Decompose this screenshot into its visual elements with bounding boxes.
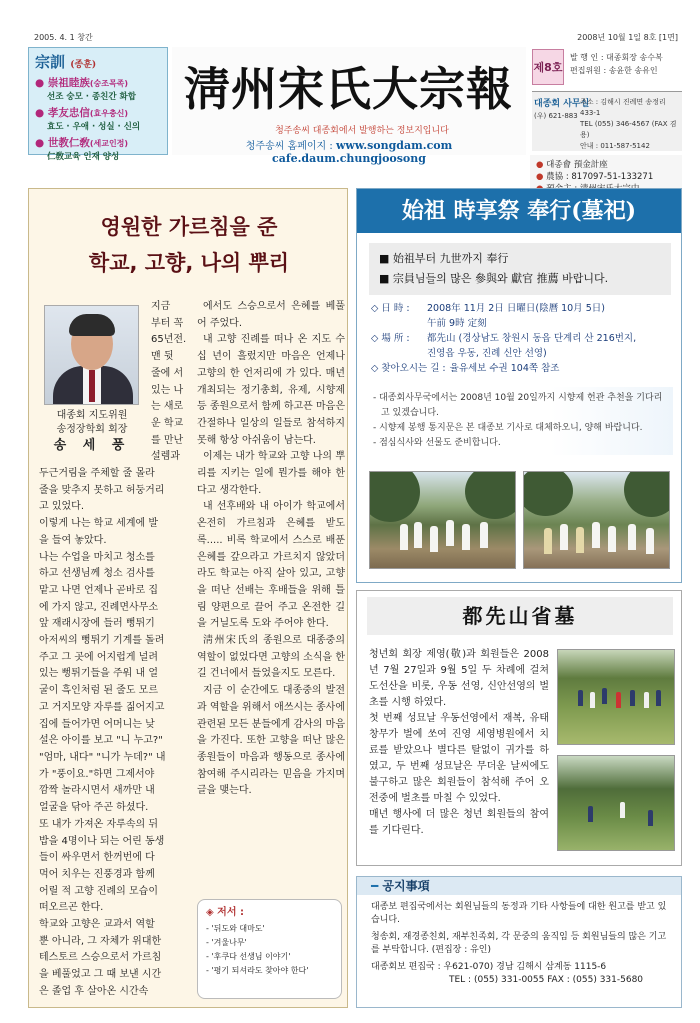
feature-article <box>28 188 348 1008</box>
article-column-2: 에서도 스승으로서 은혜를 베풀어 주었다. 내 고향 진례를 떠나 온 지도 수 십 년이 흘렀지만 마음은 언제나 고향의 한 언저리에 가 있다. 매년 개최되는 정기총회, 유제, 시향제 등 종원으로서 함께 하고픈 마음은 간절하나 일상의 일들로 참석하지 못해 항상 아쉬움이 남는다. 이제는 내가 학교와 고향 나의 뿌리를 지키는 일에 뭔가를 해야 한다고 생각한다. 내 선후배와 내 아이가 학교에서 온전히 가르침과 은혜를 받도록..... 비록 학교에서 스스로 배푼 은혜를 갚으라고 가르치지 않았더라도 학교는 아직 살아 있고, 고향을 떠난 선배는 후배들을 위해 틀림 양편으로 끌어 주고 온전한 길을 거닐도록 도와 주어야 한다. 淸州宋氏의 종원으로 대종중의 역할이 없었다면 고향의 소식을 한 길 건너에서 들었을지도 모른다. 지금 이 순간에도 대종중의 발전과 역할을 위해서 애쓰시는 종사에 관련된 모든 분들에게 감사의 마음을 가진다. 또한 고향을 떠난 많은 종원들이 마음과 행동으로 종사에 참여해 주시리라는 믿음을 가지며 글을 맺는다. <box>197 301 345 797</box>
article-headline: 영원한 가르침을 준 학교, 고향, 나의 뿌리 <box>88 215 290 275</box>
ceremony-photo <box>369 471 516 569</box>
newspaper-title: 淸州宋氏大宗報 <box>184 62 513 116</box>
grave-visit-text: 청년회 회장 제영(敬)과 회원들은 2008년 7월 27일과 9월 5일 두 차례에 걸쳐 도선산을 비롯, 우동 선영, 신안선영의 벌초를 시행 하였다. 첫 번째 성묘날 우동선영에서 재복, 유태 창무가 벌에 쏘여 진영 세영병원에서 치료를 받았으나 별다른 탈없이 귀가를 하였고, 두 번째 성묘날은 무더운 날씨에도 불구하고 많은 회원들이 참석해 주어 오전중에 벌초를 마칠 수 있었다. 매년 행사에 더 많은 청년 회원들의 참여를 기다린다. <box>369 649 549 836</box>
ceremony-points: ■ 始祖부터 九世까지 奉行 ■ 宗員님들의 많은 參與와 獻官 推薦 바랍니다. <box>369 243 671 295</box>
header-dateline <box>28 32 680 44</box>
issue-number: 제8호 <box>532 49 564 85</box>
author-name: 송 세 풍 <box>53 438 131 453</box>
notice-body: 대종보 편집국에서는 회원님들의 동정과 기타 사항들에 대한 원고를 받고 있습니다. 청송회, 재경종친회, 재부친족회, 각 문중의 움직임 등 회원님들의 많은 기고를 부탁합니다. (편집장 : 유인) 대종회보 편집국 : 우621-070) 경남 김해시 삼계동 1115-6 TEL : (055) 331-0055 FAX : (055) 331-5680 <box>371 902 667 985</box>
author-books-box: ◈ 저서 : - '뒤도와 대마도' - '겨울나무' - '후쿠다 선생님 이야기' - '평기 되셔라도 찾아야 한다' <box>197 899 342 999</box>
family-motto-box <box>28 47 168 162</box>
motto-item: ● 孝友忠信(효우충신) 효도 · 우애 · 성실 · 신의 <box>35 107 141 132</box>
ceremony-banner: 始祖 時享祭 奉行(墓祀) <box>357 189 681 233</box>
bullet-icon: ● <box>35 137 48 149</box>
ceremony-schedule: ◇ 日 時 : 2008年 11月 2日 日曜日(陰曆 10月 5日) 午前 9時 定刻 ◇ 場 所 : 都先山 (경상남도 창원시 동읍 단계리 산 216번지, 진영읍 우동, 진례 신안 선영) ◇ 찾아오시는 길 : 율유세보 수권 104쪽 참조 <box>371 303 637 374</box>
homepage-url[interactable]: www.songdam.com cafe.daum.chungjoosong <box>272 139 453 165</box>
bullet-icon: ● <box>536 172 547 182</box>
bullet-icon: ● <box>536 160 547 170</box>
notice-title: ━ 공지事項 <box>357 877 681 895</box>
founding-date: 2005. 4. 1 창간 <box>34 33 93 42</box>
ceremony-notice <box>356 188 682 583</box>
issue-info-box <box>530 47 682 155</box>
book-icon: ◈ <box>206 907 218 918</box>
public-notice <box>356 876 682 1008</box>
bullet-icon: ● <box>35 107 48 119</box>
grave-visit-title: 都先山省墓 <box>367 597 673 635</box>
publisher-info: 발 행 인 : 대종회장 송수복 편집위원 : 송윤한 송유인 <box>570 53 663 75</box>
motto-heading: 宗訓 (종훈) <box>35 53 97 71</box>
issue-date: 2008년 10월 1일 8호 [1면] <box>577 33 678 42</box>
office-info: 대종회 사무실 (우) 621-883 주소 : 김해시 진례면 송정리 433-1 TEL (055) 346-4567 (FAX 겸용) 안내 : 011-587-5142 <box>532 91 682 151</box>
motto-item: ● 世教仁敎(세교인정) 仁敎교육 인재 양성 <box>35 137 129 162</box>
grave-visit-photo <box>557 649 675 745</box>
author-caption: 대종회 지도위원 송정장학회 회장 송 세 풍 <box>37 409 147 453</box>
motto-item: ● 崇祖睦族(숭조목족) 선조 숭모 · 종친간 화합 <box>35 77 136 102</box>
grave-visit-article <box>356 590 682 866</box>
newspaper-masthead <box>172 47 526 165</box>
ceremony-photo <box>523 471 670 569</box>
article-column-1: 지금 부터 꼭 65년전. 맨 뒷 줄에 서 있는 나 는 새로 운 학교 를 만난 설렘과 두근거림을 주체할 줄 몰라 줄을 맞추지 못하고 허둥거리 고 있었다. 이렇게 나는 학교 세계에 발 을 들여 놓았다. 나는 수업을 마치고 청소를 하고 선생님께 청소 검사를 맡고 나면 언제나 곧바로 집 에 가지 않고, 진례면사무소 앞 재래시장에 들러 뻥튀기 아저씨의 뻥튀기 기계를 돌려 주고 그 곳에 어지럽게 널려 있는 뻥튀기들을 주워 내 얼 굴이 흑인처럼 된 줄도 모르 고 거지모양 자루를 짊어지고 집에 들어가면 어머니는 낮 설은 아이를 보고 "니 누고?" "엄마, 내다" "니가 누데?" 내 가 "풍이요."하면 그제서야 깜짝 놀라시면서 새까만 내 얼굴을 닦아 주곤 하셨다. 또 내가 가져온 자루속의 뒤 밥을 4명이나 되는 어린 동생 들이 싸우면서 한꺼번에 다 먹어 치우는 진풍경과 함께 어릴 적 고향 진례의 모습이 떠오르곤 한다. 학교와 고향은 교과서 역할 뿐 아니라, 그 자체가 위대한 테스토르 스승으로서 가르침 을 베풀었고 그 때 보낸 시간 은 졸업 후 살아온 시간속 <box>39 301 187 997</box>
dash-icon: ━ <box>371 879 383 893</box>
ceremony-notes: - 대종회사무국에서는 2008년 10월 20일까지 시향제 헌관 추천을 기다리고 있겠습니다. - 시향제 봉행 통지문은 본 대종보 기사로 대체하오니, 양해 바랍니다. - 점심식사와 선물도 준비합니다. <box>367 387 673 455</box>
homepage-line: 청주송씨 홈페이지 : www.songdam.com cafe.daum.chungjoosong <box>245 139 453 165</box>
newspaper-subtitle: 청주송씨 대종회에서 발행하는 정보지입니다 <box>275 126 449 136</box>
bank-account-box: ● 대종會 預金計座 ● 農協 : 817097-51-133271 <box>530 155 682 203</box>
bullet-icon: ● <box>35 77 48 89</box>
grave-visit-photo <box>557 755 675 851</box>
